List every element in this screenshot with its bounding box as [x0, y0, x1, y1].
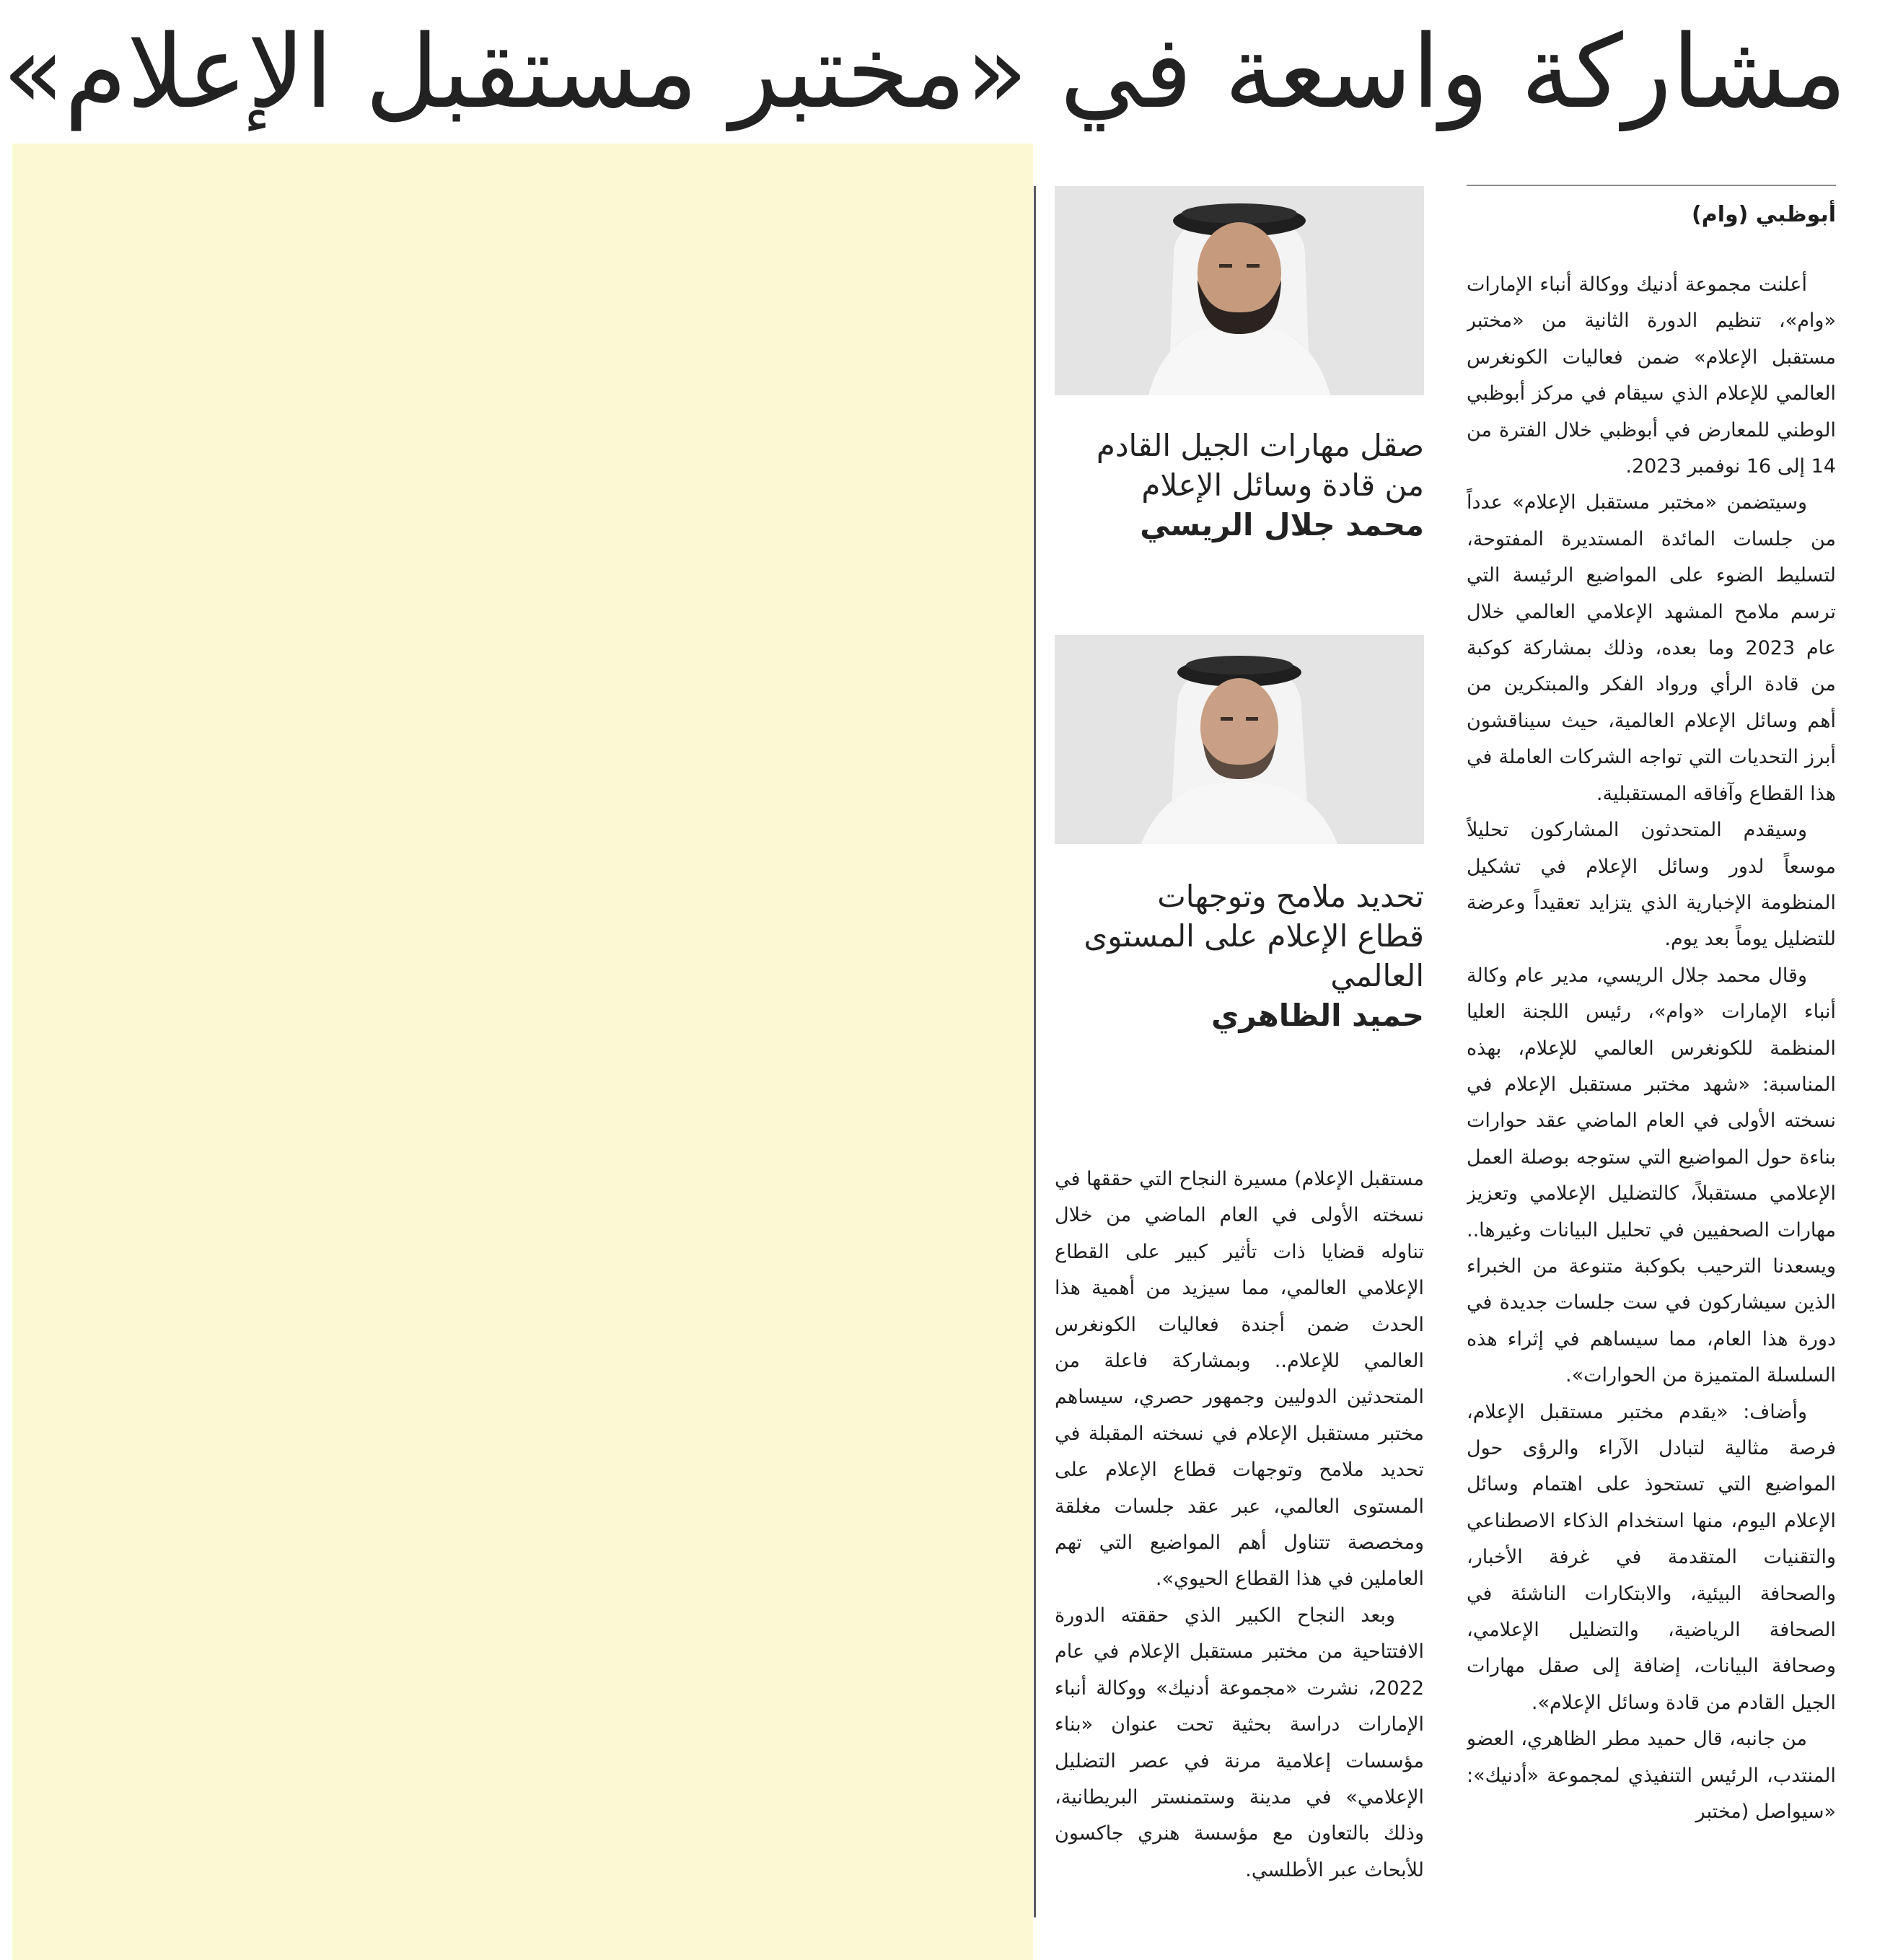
quote-speaker: حميد الظاهري [1210, 998, 1424, 1033]
dateline: أبوظبي (وام) [1692, 202, 1836, 227]
paragraph: وقال محمد جلال الريسي، مدير عام وكالة أنباء الإمارات «وام»، رئيس اللجنة العليا المنظمة للكونغرس العالمي للإعلام، بهذه المناسبة: «شهد مختبر مستقبل الإعلام في نسخته الأولى في العام الماضي عقد حوارات بناءة حول المواضيع التي ستوجه بوصلة العمل الإعلامي مستقبلاً، كالتضليل الإعلامي وتعزيز مهارات الصحفيين في تحليل البيانات وغيرها.. ويسعدنا الترحيب بكوكبة متنوعة من الخبراء الذين سيشاركون في ست جلسات جديدة في دورة هذا العام، مما سيساهم في إثراء هذه السلسلة المتميزة من الحوارات». [1467, 964, 1836, 1387]
article-headline: مشاركة واسعة في «مختبر مستقبل الإعلام» [2, 14, 1847, 131]
advertisement-space [12, 144, 1033, 1960]
column-top-rule [1467, 185, 1836, 186]
article-body-middle-column [1055, 1161, 1424, 1941]
paragraph: أعلنت مجموعة أدنيك ووكالة أنباء الإمارات «وام»، تنظيم الدورة الثانية من «مختبر مستقبل الإعلام» ضمن فعاليات الكونغرس العالمي للإعلام الذي سيقام في مركز أبوظبي الوطني للمعارض في أبوظبي خلال الفترة من 14 إلى 16 نوفمبر 2023. [1467, 273, 1836, 478]
paragraph: مستقبل الإعلام) مسيرة النجاح التي حققها في نسخته الأولى في العام الماضي من خلال تناوله قضايا ذات تأثير كبير على القطاع الإعلامي العالمي، مما سيزيد من أهمية هذا الحدث ضمن أجندة فعاليات الكونغرس العالمي للإعلام.. وبمشاركة فاعلة من المتحدثين الدوليين وجمهور حصري، سيساهم مختبر مستقبل الإعلام في نسخته المقبلة في تحديد ملامح وتوجهات قطاع الإعلام على المستوى العالمي، عبر عقد جلسات مغلقة ومخصصة تتناول أهم المواضيع التي تهم العاملين في هذا القطاع الحيوي». [1055, 1168, 1424, 1591]
pull-quote-dhaheri [1055, 876, 1424, 1035]
portrait-photo-mohammed-al-raisi [1055, 186, 1424, 395]
portrait-illustration [1055, 635, 1424, 844]
quote-text-line: العالمي [1330, 958, 1424, 993]
article-body-right-column [1467, 267, 1836, 1926]
paragraph: وبعد النجاح الكبير الذي حققته الدورة الافتتاحية من مختبر مستقبل الإعلام في عام 2022، نشرت «مجموعة أدنيك» ووكالة أنباء الإمارات دراسة بحثية تحت عنوان «بناء مؤسسات إعلامية مرنة في عصر التضليل الإعلامي» في مدينة وستمنستر البريطانية، وذلك بالتعاون مع مؤسسة هنري جاكسون للأبحاث عبر الأطلسي. [1055, 1604, 1424, 1881]
paragraph: وسيقدم المتحدثون المشاركون تحليلاً موسعاً لدور وسائل الإعلام في تشكيل المنظومة الإخبارية الذي يتزايد تعقيداً وعرضة للتضليل يوماً بعد يوم. [1467, 819, 1836, 951]
quote-text-line: قطاع الإعلام على المستوى [1084, 918, 1424, 954]
pull-quote-raisi [1055, 426, 1424, 545]
quote-text-line: صقل مهارات الجيل القادم [1096, 428, 1424, 463]
quote-text-line: تحديد ملامح وتوجهات [1157, 879, 1424, 914]
quote-speaker: محمد جلال الريسي [1140, 507, 1424, 542]
column-divider [1034, 186, 1036, 1917]
quote-text-line: من قادة وسائل الإعلام [1141, 467, 1424, 503]
paragraph: من جانبه، قال حميد مطر الظاهري، العضو المنتدب، الرئيس التنفيذي لمجموعة «أدنيك»: «سيواصل (مختبر [1467, 1728, 1836, 1824]
paragraph: وأضاف: «يقدم مختبر مستقبل الإعلام، فرصة مثالية لتبادل الآراء والرؤى حول المواضيع التي تستحوذ على اهتمام وسائل الإعلام اليوم، منها استخدام الذكاء الاصطناعي والتقنيات المتقدمة في غرفة الأخبار، والصحافة البيئية، والابتكارات الناشئة في الصحافة الرياضية، والتضليل الإعلامي، وصحافة البيانات، إضافة إلى صقل مهارات الجيل القادم من قادة وسائل الإعلام». [1467, 1400, 1836, 1714]
paragraph: وسيتضمن «مختبر مستقبل الإعلام» عدداً من جلسات المائدة المستديرة المفتوحة، لتسليط الضوء على المواضيع الرئيسة التي ترسم ملامح المشهد الإعلامي العالمي خلال عام 2023 وما بعده، وذلك بمشاركة كوكبة من قادة الرأي ورواد الفكر والمبتكرين من أهم وسائل الإعلام العالمية، حيث سيناقشون أبرز التحديات التي تواجه الشركات العاملة في هذا القطاع وآفاقه المستقبلية. [1467, 491, 1836, 805]
portrait-illustration [1055, 186, 1424, 395]
portrait-photo-humaid-al-dhaheri [1055, 635, 1424, 844]
